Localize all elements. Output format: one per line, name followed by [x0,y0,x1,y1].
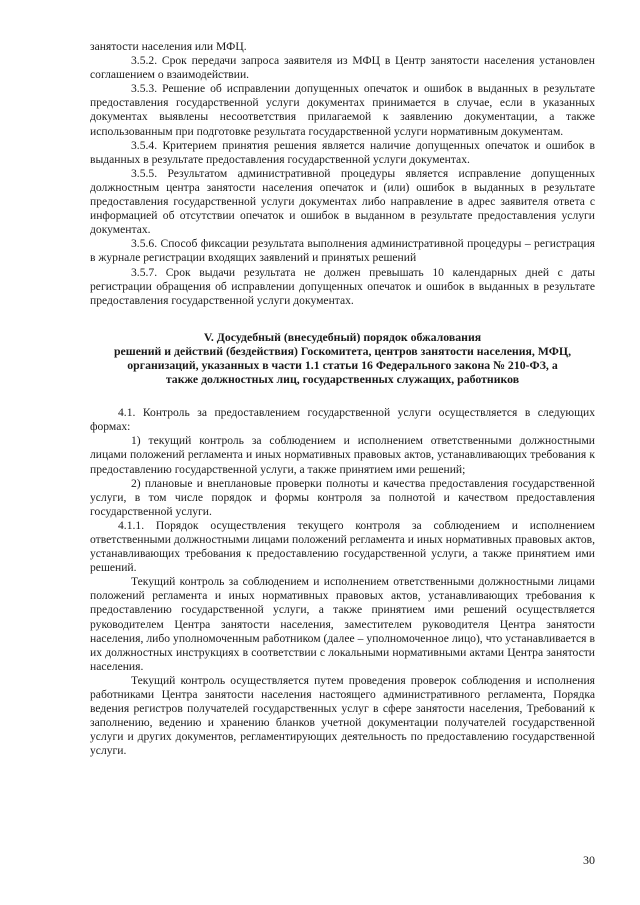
paragraph-4-1: 4.1. Контроль за предоставлением государственной услуги осуществляется в следующих формах: [90,406,595,434]
paragraph-current-control-checks: Текущий контроль осуществляется путем проведения проверок соблюдения и исполнения работниками Центра занятости населения настоящего административного регламента, Порядка ведения регистров получателей государственных услуг в сфере занятости населения, Требований к заполнению, ведению и хранению бланков учетной документации получателей государственной услуги и других документов, регламентирующих деятельность по предоставлению государственной услуги. [90,673,595,758]
paragraph-3-5-5: 3.5.5. Результатом административной процедуры является исправление допущенных должностным центра занятости населения опечаток и (или) ошибок в выданных в результате предоставления государственной услуги документах либо направление в адрес заявителя ответа с информацией об отсутствии опечаток и ошибок в выданном в результате предоставления услуги документах. [90,166,595,237]
paragraph-3-5-2: 3.5.2. Срок передачи запроса заявителя из МФЦ в Центр занятости населения установлен соглашением о взаимодействии. [90,54,595,82]
paragraph-3-5-4: 3.5.4. Критерием принятия решения является наличие допущенных опечаток и ошибок в выданных в результате предоставления государственной услуги документах. [90,138,595,166]
paragraph-3-5-3: 3.5.3. Решение об исправлении допущенных опечаток и ошибок в выданных в результате предоставления государственной услуги документах принимается в случае, если в указанных документах выявлены несоответствия прилагаемой к заявлению документации, а также использованным при подготовке результата государственной услуги нормативным документам. [90,82,595,138]
section-title-line: V. Досудебный (внесудебный) порядок обжалования [203,329,482,344]
section-title-line: организаций, указанных в части 1.1 статьи 16 Федерального закона № 210-ФЗ, а [127,357,558,372]
paragraph-4-1-1: 4.1.1. Порядок осуществления текущего контроля за соблюдением и исполнением ответственными должностными лицами положений регламента и иных нормативных правовых актов, устанавливающих требования к предоставлению государственной услуги, а также принятием ими решений. [90,518,595,575]
paragraph-continuation: занятости населения или МФЦ. [90,40,247,53]
section-title-line: также должностных лиц, государственных служащих, работников [165,372,520,387]
paragraph-3-5-6: 3.5.6. Способ фиксации результата выполнения административной процедуры – регистрация в журнале регистрации входящих заявлений и принятых решений [90,237,595,265]
paragraph-current-control: Текущий контроль за соблюдением и исполнением ответственными должностными лицами положений регламента и иных нормативных правовых актов, устанавливающих требования к предоставлению государственной услуги, а также принятием ими решений осуществляется руководителем Центра занятости населения, заместителем руководителя Центра занятости населения, либо уполномоченным работником (далее – уполномоченное лицо), что устанавливается в их должностных инструкциях в соответствии с локальными нормативными актами Центра занятости населения. [90,575,595,673]
document-page [90,40,595,759]
page-number: 30 [583,853,595,867]
list-item-1: 1) текущий контроль за соблюдением и исполнением ответственными должностными лицами положений регламента и иных нормативных правовых актов, устанавливающих требования к предоставлению государственной услуги, а также принятием ими решений; [90,434,595,476]
paragraph-3-5-7: 3.5.7. Срок выдачи результата не должен превышать 10 календарных дней с даты регистрации обращения об исправлении допущенных опечаток и ошибок в выданных в результате предоставления государственной услуги документах. [90,265,595,307]
section-title-line: решений и действий (бездействия) Госкомитета, центров занятости населения, МФЦ, [113,343,572,358]
section-title [90,330,595,386]
list-item-2: 2) плановые и внеплановые проверки полноты и качества предоставления государственной услуги, в том числе порядок и формы контроля за полнотой и качеством предоставления государственной услуги. [90,476,595,518]
